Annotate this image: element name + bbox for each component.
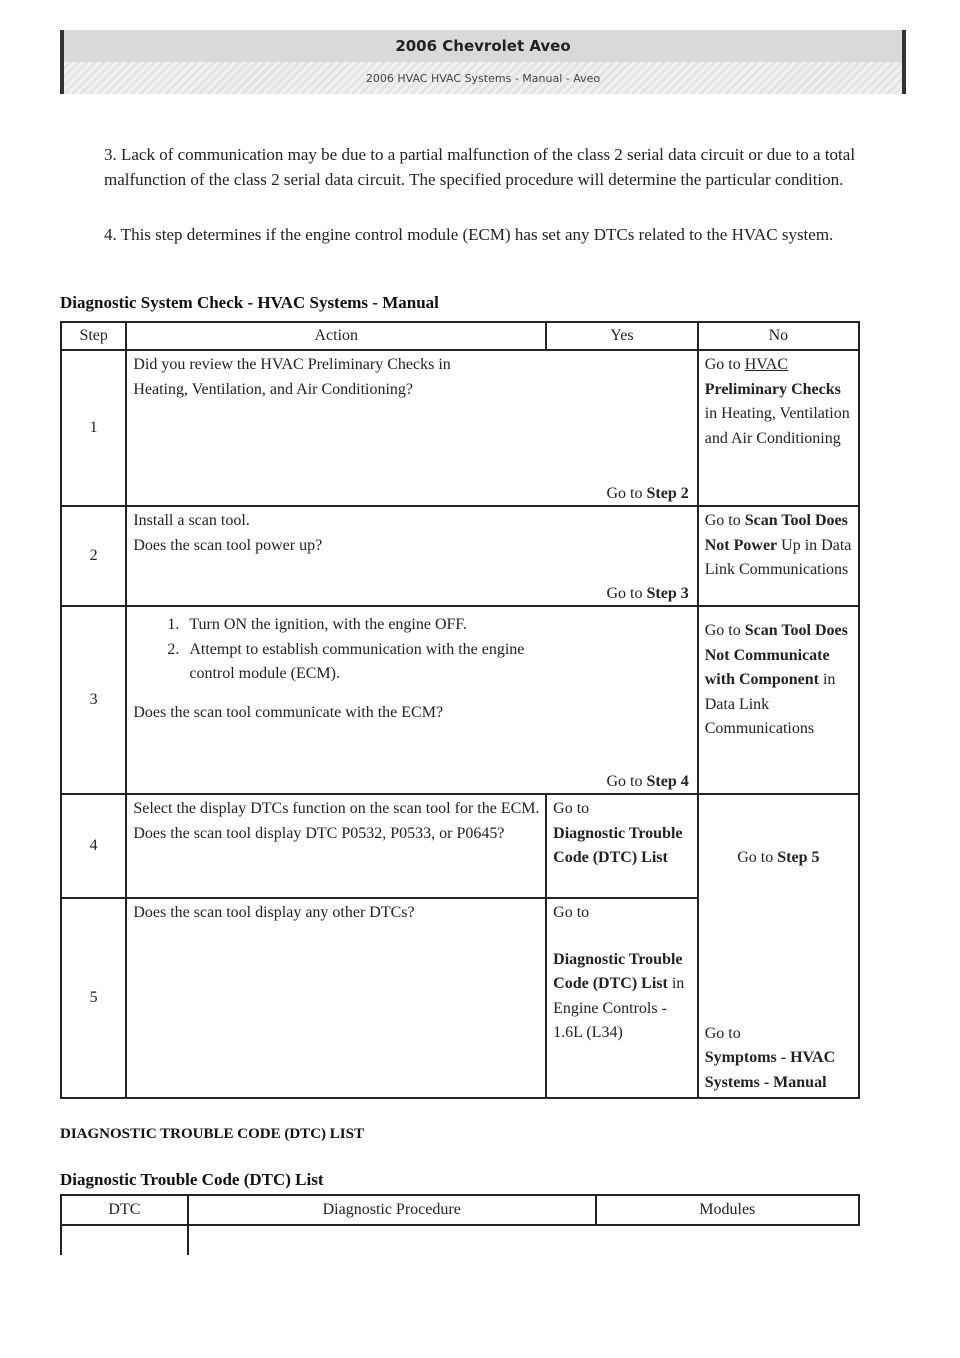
diagnostic-system-check-table [60,321,860,1099]
table-title: Diagnostic System Check - HVAC Systems - Manual [60,293,439,312]
table-row [61,506,859,606]
yes-prefix: Go to [553,800,590,817]
no-suffix: Up in Data Link Communications [704,536,852,578]
action-text: Did you review the HVAC Preliminary Checks in Heating, Ventilation, and Air Conditioning? [133,356,451,398]
no-bold-link[interactable]: Scan Tool Does Not Communicate with Component [704,622,848,688]
no-bold-link[interactable]: Preliminary Checks [704,380,841,398]
no-prefix: Go to [704,622,745,639]
yes-prefix: Go to [606,585,647,602]
no-prefix: Go to [737,849,778,866]
table-cell [61,1225,188,1255]
step-action [126,506,697,606]
action-line: Install a scan tool. [133,512,250,529]
step4-no [699,849,858,867]
no-bold-link[interactable]: Symptoms - HVAC Systems - Manual [704,1049,836,1091]
col-action: Action [126,322,546,350]
yes-bold-link[interactable]: Diagnostic Trouble Code (DTC) List [553,950,683,992]
action-line: Select the display DTCs function on the scan tool for the ECM. [133,800,540,817]
no-suffix: in Heating, Ventilation and Air Conditioning [704,405,850,447]
step-number: 1 [61,350,126,506]
no-cell [698,350,859,506]
action-list-item: 1. Turn ON the ignition, with the engine OFF. [183,613,553,638]
yes-prefix: Go to [606,773,647,790]
yes-cell [546,898,698,1098]
table-row [61,606,859,794]
step-action [126,794,546,898]
yes-bold-link[interactable]: Diagnostic Trouble Code (DTC) List [553,824,683,866]
section-heading: DIAGNOSTIC TROUBLE CODE (DTC) LIST [60,1126,364,1142]
action-list [155,613,553,687]
no-cell [698,506,859,606]
step-action [126,606,697,794]
col-no: No [698,322,859,350]
step5-no [705,1022,854,1096]
col-dtc: DTC [61,1195,188,1225]
yes-suffix: in Engine Controls - 1.6L (L34) [553,975,685,1041]
table-row [61,1225,859,1255]
step-number: 4 [61,794,126,898]
no-prefix: Go to [704,356,745,373]
dtc-table-title: Diagnostic Trouble Code (DTC) List [60,1170,324,1189]
table-row [61,350,859,506]
page-header [60,30,906,94]
action-line: Does the scan tool display DTC P0532, P0533, or P0645? [133,824,505,842]
table-cell [188,1225,859,1255]
no-bold-link[interactable]: Step 5 [777,849,820,866]
action-text [127,795,545,848]
action-text [127,607,696,727]
col-yes: Yes [546,322,698,350]
dtc-list-table [60,1194,860,1255]
step-action [126,350,697,506]
table-header-row [61,322,859,350]
header-title: 2006 Chevrolet Aveo [60,30,906,62]
step-number: 2 [61,506,126,606]
no-prefix: Go to [704,1024,741,1042]
action-text [127,507,696,560]
yes-cell [607,773,689,791]
no-prefix: Go to [704,512,745,529]
yes-step-link[interactable]: Step 3 [646,585,689,602]
col-procedure: Diagnostic Procedure [188,1195,596,1225]
step-action [126,898,546,1098]
yes-step-link[interactable]: Step 2 [646,485,689,502]
no-cell [698,794,859,1098]
note-4: 4. This step determines if the engine control module (ECM) has set any DTCs related to the HVAC system. [104,225,834,244]
col-modules: Modules [596,1195,859,1225]
step-number: 3 [61,606,126,794]
note-3: 3. Lack of communication may be due to a partial malfunction of the class 2 serial data circuit or due to a total malfunction of the class 2 serial data circuit. The specified procedure will determine the particular condition. [104,145,856,189]
table-header-row [61,1195,859,1225]
yes-cell [546,794,698,898]
yes-cell [607,485,689,503]
action-text: Does the scan tool display any other DTCs? [133,904,415,921]
col-step: Step [61,322,126,350]
action-list-item: 2. Attempt to establish communication with the engine control module (ECM). [183,638,553,687]
no-cell [698,606,859,794]
action-question: Does the scan tool communicate with the ECM? [133,703,444,721]
hvac-link[interactable]: HVAC [744,356,789,373]
yes-step-link[interactable]: Step 4 [646,773,689,790]
yes-prefix: Go to [553,904,590,921]
step-number: 5 [61,898,126,1098]
no-suffix: in Data Link Communications [704,671,836,737]
header-subtitle: 2006 HVAC HVAC Systems - Manual - Aveo [60,62,906,94]
action-line: Does the scan tool power up? [133,536,323,554]
no-bold-link[interactable]: Scan Tool Does Not Power [704,512,848,554]
yes-cell [607,585,689,603]
table-row [61,794,859,898]
yes-prefix: Go to [606,485,647,502]
